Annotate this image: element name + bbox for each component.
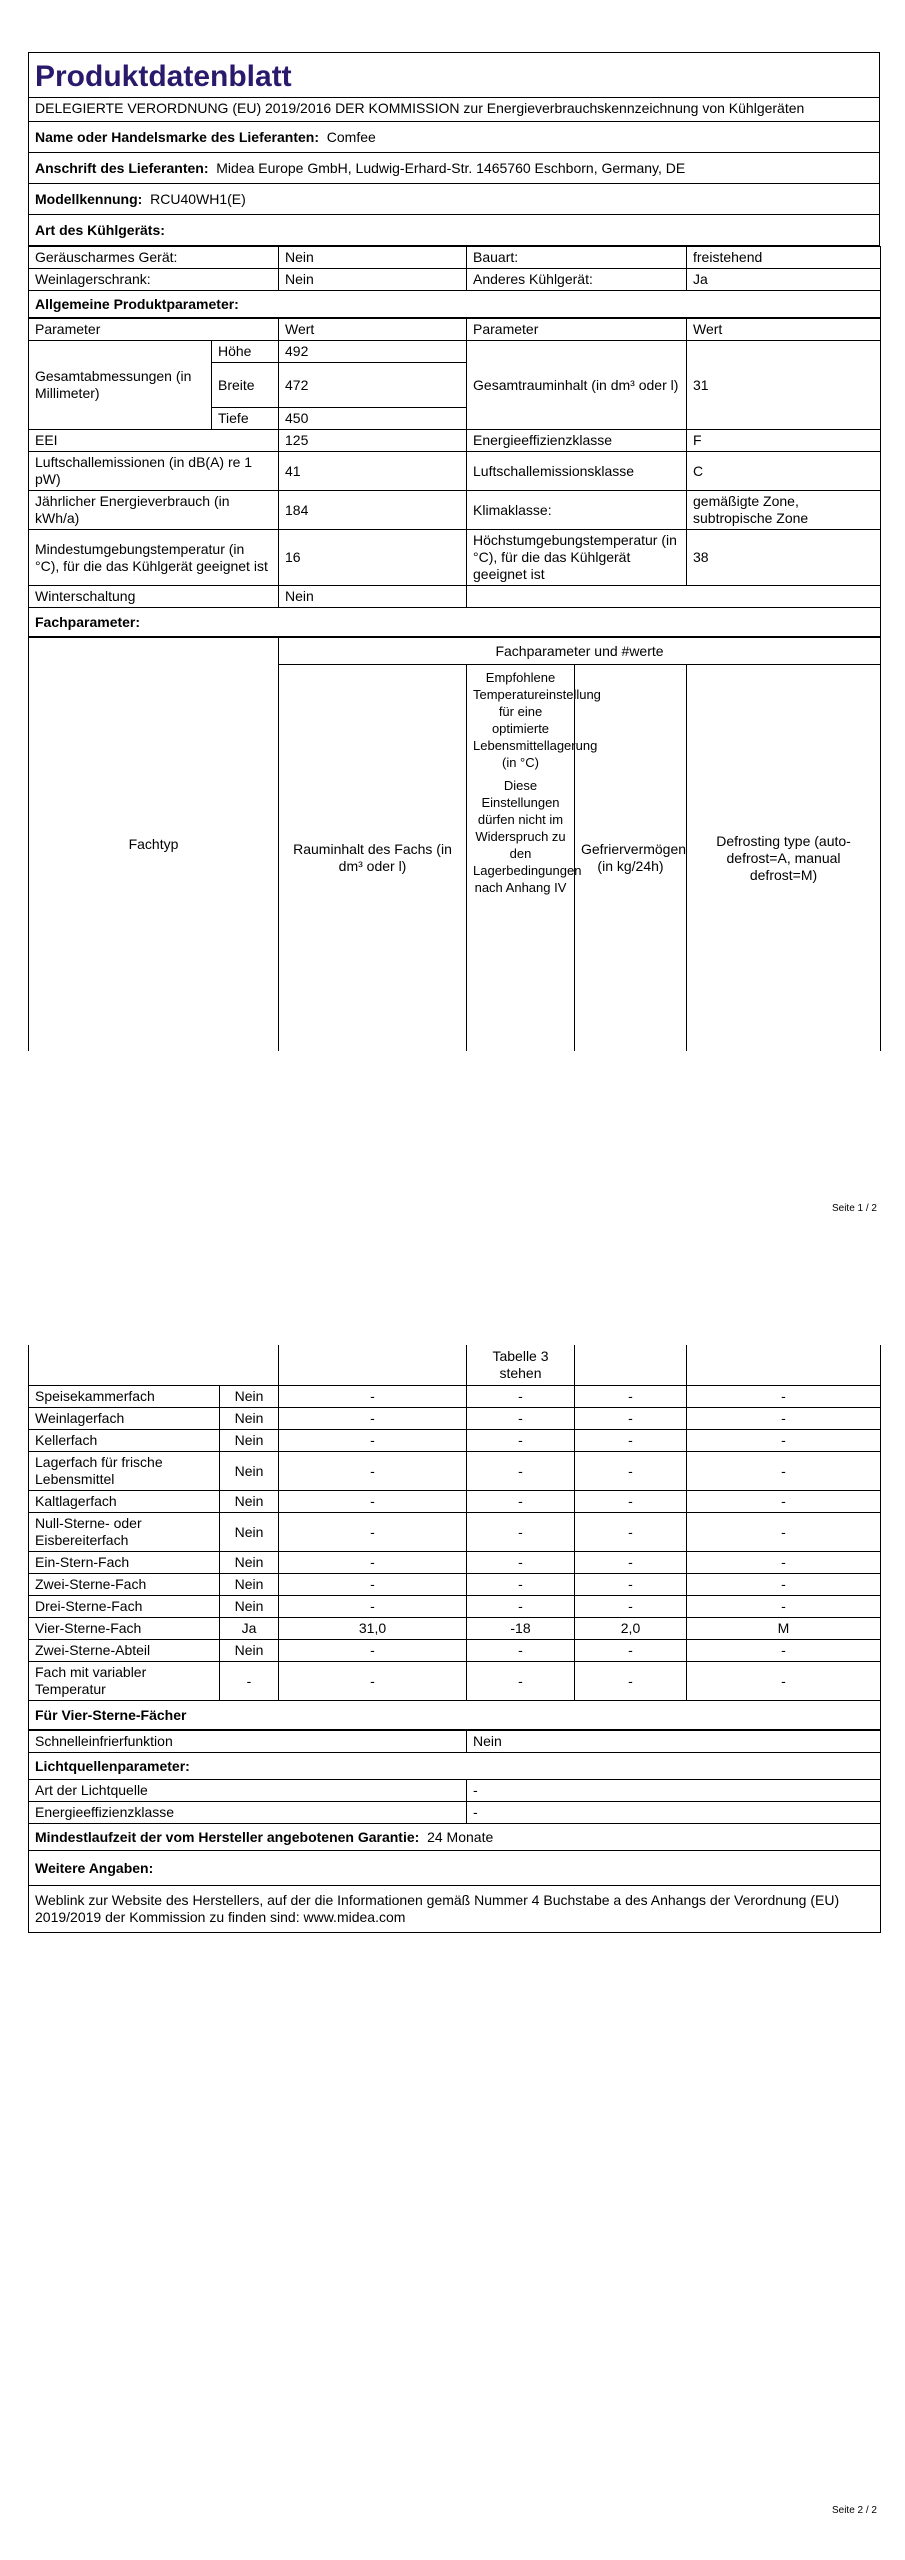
four-star-table <box>28 1730 881 1933</box>
compartment-table <box>28 1345 881 1730</box>
compartment-present: Nein <box>220 1596 279 1618</box>
fast-freeze-value: Nein <box>467 1731 881 1753</box>
temp-column-note-cont: Tabelle 3 stehen <box>467 1345 575 1386</box>
max-temp-value: 38 <box>687 530 881 586</box>
compartment-volume: - <box>279 1386 467 1408</box>
compartment-row <box>29 1430 881 1452</box>
compartment-row <box>29 1618 881 1640</box>
annual-energy-label: Jährlicher Energieverbrauch (in kWh/a) <box>29 491 279 530</box>
compartment-name: Null-Sterne- oder Eisbereiterfach <box>29 1513 220 1552</box>
temp-column-header: Empfohlene Temperatureinstellung für eine optimierte Lebensmittellagerung (in °C) <box>473 670 601 770</box>
winter-mode-label: Winterschaltung <box>29 586 279 608</box>
wine-cabinet-label: Weinlagerschrank: <box>29 269 279 291</box>
compartment-temp: - <box>467 1452 575 1491</box>
supplier-value: Comfee <box>326 128 376 145</box>
compartment-volume: - <box>279 1491 467 1513</box>
compartment-volume: - <box>279 1574 467 1596</box>
eei-label: EEI <box>29 430 279 452</box>
compartment-present: Nein <box>220 1386 279 1408</box>
compartment-freeze: - <box>575 1574 687 1596</box>
light-class-label: Energieeffizienzklasse <box>29 1802 467 1824</box>
light-type-label: Art der Lichtquelle <box>29 1780 467 1802</box>
climate-class-value: gemäßigte Zone, subtropische Zone <box>687 491 881 530</box>
eei-value: 125 <box>279 430 467 452</box>
compartment-volume: - <box>279 1513 467 1552</box>
model-value: RCU40WH1(E) <box>150 190 246 207</box>
compartment-defrost: - <box>687 1574 881 1596</box>
empty-cell <box>467 586 881 608</box>
compartment-temp: -18 <box>467 1618 575 1640</box>
more-info-heading: Weitere Angaben: <box>29 1851 881 1886</box>
compartment-row <box>29 1662 881 1701</box>
volume-column-header: Rauminhalt des Fachs (in dm³ oder l) <box>279 665 467 1052</box>
appliance-type-table <box>28 246 881 318</box>
compartment-present: Nein <box>220 1430 279 1452</box>
compartment-row <box>29 1640 881 1662</box>
light-type-value: - <box>467 1780 881 1802</box>
low-noise-value: Nein <box>279 247 467 269</box>
dimensions-label: Gesamtabmessungen (in Millimeter) <box>29 341 212 430</box>
winter-mode-value: Nein <box>279 586 467 608</box>
general-params-table <box>28 318 881 637</box>
compartment-row <box>29 1596 881 1618</box>
annual-energy-value: 184 <box>279 491 467 530</box>
wine-cabinet-value: Nein <box>279 269 467 291</box>
compartment-volume: - <box>279 1640 467 1662</box>
compartment-header-table <box>28 637 881 1051</box>
compartment-volume: - <box>279 1596 467 1618</box>
compartment-freeze: - <box>575 1430 687 1452</box>
compartment-temp: - <box>467 1640 575 1662</box>
noise-class-value: C <box>687 452 881 491</box>
compartment-volume: - <box>279 1552 467 1574</box>
design-value: freistehend <box>687 247 881 269</box>
page-1 <box>28 52 880 1051</box>
compartment-name: Zwei-Sterne-Fach <box>29 1574 220 1596</box>
compartment-row <box>29 1552 881 1574</box>
page-2 <box>28 1345 880 1933</box>
compartment-defrost: - <box>687 1452 881 1491</box>
compartment-freeze: - <box>575 1491 687 1513</box>
total-volume-label: Gesamtrauminhalt (in dm³ oder l) <box>467 341 687 430</box>
compartment-freeze: - <box>575 1552 687 1574</box>
width-label: Breite <box>212 363 279 408</box>
compartment-temp: - <box>467 1408 575 1430</box>
fast-freeze-label: Schnelleinfrierfunktion <box>29 1731 467 1753</box>
compartment-freeze: - <box>575 1596 687 1618</box>
compartment-defrost: - <box>687 1491 881 1513</box>
depth-label: Tiefe <box>212 408 279 430</box>
climate-class-label: Klimaklasse: <box>467 491 687 530</box>
energy-class-label: Energieeffizienzklasse <box>467 430 687 452</box>
four-star-heading: Für Vier-Sterne-Fächer <box>29 1701 881 1730</box>
compartment-defrost: - <box>687 1408 881 1430</box>
page-title: Produktdatenblatt <box>29 53 880 98</box>
total-volume-value: 31 <box>687 341 881 430</box>
compartment-defrost: - <box>687 1596 881 1618</box>
compartment-freeze: - <box>575 1662 687 1701</box>
compartment-volume: - <box>279 1452 467 1491</box>
address-value: Midea Europe GmbH, Ludwig-Erhard-Str. 1465760 Eschborn, Germany, DE <box>216 159 686 176</box>
compartment-freeze: 2,0 <box>575 1618 687 1640</box>
compartment-row <box>29 1574 881 1596</box>
compartment-name: Lagerfach für frische Lebensmittel <box>29 1452 220 1491</box>
appliance-type-heading: Art des Kühlgeräts: <box>29 215 880 246</box>
compartment-freeze: - <box>575 1386 687 1408</box>
temp-column-note: Diese Einstellungen dürfen nicht im Widerspruch zu den Lagerbedingungen nach Anhang IV <box>473 778 582 895</box>
width-value: 472 <box>279 363 467 408</box>
noise-class-label: Luftschallemissionsklasse <box>467 452 687 491</box>
freeze-column-header: Gefriervermögen (in kg/24h) <box>575 665 687 1052</box>
compartment-name: Speisekammerfach <box>29 1386 220 1408</box>
supplier-label: Name oder Handelsmarke des Lieferanten: <box>35 128 319 145</box>
compartment-params-heading: Fachparameter: <box>29 608 881 637</box>
compartment-temp: - <box>467 1491 575 1513</box>
energy-class-value: F <box>687 430 881 452</box>
value-header: Wert <box>279 319 467 341</box>
param-header: Parameter <box>29 319 279 341</box>
compartment-row <box>29 1513 881 1552</box>
compartment-row <box>29 1452 881 1491</box>
compartment-volume: 31,0 <box>279 1618 467 1640</box>
compartment-name: Drei-Sterne-Fach <box>29 1596 220 1618</box>
compartment-name: Zwei-Sterne-Abteil <box>29 1640 220 1662</box>
compartment-present: Nein <box>220 1574 279 1596</box>
light-class-value: - <box>467 1802 881 1824</box>
compartment-temp: - <box>467 1552 575 1574</box>
empty-cell <box>687 1345 881 1386</box>
compartment-defrost: - <box>687 1552 881 1574</box>
more-info-text: Weblink zur Website des Herstellers, auf der die Informationen gemäß Nummer 4 Buchstabe a des Anhangs der Verordnung (EU) 2019/2019 der Kommission zu finden sind: www.midea.com <box>29 1886 881 1933</box>
compartment-temp: - <box>467 1662 575 1701</box>
compartment-defrost: - <box>687 1386 881 1408</box>
compartment-params-header: Fachparameter und #werte <box>279 638 881 665</box>
compartment-freeze: - <box>575 1640 687 1662</box>
noise-value: 41 <box>279 452 467 491</box>
compartment-present: Nein <box>220 1491 279 1513</box>
compartment-name: Kellerfach <box>29 1430 220 1452</box>
compartment-defrost: - <box>687 1430 881 1452</box>
empty-cell <box>575 1345 687 1386</box>
light-source-heading: Lichtquellenparameter: <box>29 1753 881 1780</box>
compartment-volume: - <box>279 1408 467 1430</box>
empty-cell <box>279 1345 467 1386</box>
other-appliance-label: Anderes Kühlgerät: <box>467 269 687 291</box>
compartment-present: Nein <box>220 1408 279 1430</box>
compartment-temp: - <box>467 1430 575 1452</box>
low-noise-label: Geräuscharmes Gerät: <box>29 247 279 269</box>
design-label: Bauart: <box>467 247 687 269</box>
compartment-temp: - <box>467 1596 575 1618</box>
warranty-label: Mindestlaufzeit der vom Hersteller angebotenen Garantie: <box>35 1828 420 1845</box>
compartment-name: Fach mit variabler Temperatur <box>29 1662 220 1701</box>
max-temp-label: Höchstumgebungstemperatur (in °C), für die das Kühlgerät geeignet ist <box>467 530 687 586</box>
empty-cell <box>29 1345 279 1386</box>
compartment-defrost: - <box>687 1662 881 1701</box>
address-label: Anschrift des Lieferanten: <box>35 159 209 176</box>
min-temp-value: 16 <box>279 530 467 586</box>
compartment-defrost: - <box>687 1640 881 1662</box>
other-appliance-value: Ja <box>687 269 881 291</box>
compartment-present: - <box>220 1662 279 1701</box>
compartment-volume: - <box>279 1662 467 1701</box>
compartment-freeze: - <box>575 1408 687 1430</box>
noise-label: Luftschallemissionen (in dB(A) re 1 pW) <box>29 452 279 491</box>
compartment-name: Vier-Sterne-Fach <box>29 1618 220 1640</box>
compartment-row <box>29 1491 881 1513</box>
height-label: Höhe <box>212 341 279 363</box>
model-label: Modellkennung: <box>35 190 143 207</box>
param-header-2: Parameter <box>467 319 687 341</box>
regulation-subtitle: DELEGIERTE VERORDNUNG (EU) 2019/2016 DER KOMMISSION zur Energieverbrauchskennzeichnung von Kühlgeräten <box>29 98 880 122</box>
general-params-heading: Allgemeine Produktparameter: <box>29 291 881 318</box>
compartment-freeze: - <box>575 1452 687 1491</box>
compartment-temp: - <box>467 1386 575 1408</box>
height-value: 492 <box>279 341 467 363</box>
depth-value: 450 <box>279 408 467 430</box>
page-number-2: Seite 2 / 2 <box>831 2505 877 2516</box>
compartment-type-header: Fachtyp <box>29 638 279 1052</box>
compartment-name: Kaltlagerfach <box>29 1491 220 1513</box>
compartment-row <box>29 1386 881 1408</box>
compartment-volume: - <box>279 1430 467 1452</box>
defrost-column-header: Defrosting type (auto-defrost=A, manual defrost=M) <box>687 665 881 1052</box>
compartment-present: Nein <box>220 1452 279 1491</box>
compartment-present: Nein <box>220 1640 279 1662</box>
compartment-defrost: - <box>687 1513 881 1552</box>
compartment-temp: - <box>467 1513 575 1552</box>
compartment-defrost: M <box>687 1618 881 1640</box>
compartment-present: Nein <box>220 1513 279 1552</box>
min-temp-label: Mindestumgebungstemperatur (in °C), für die das Kühlgerät geeignet ist <box>29 530 279 586</box>
compartment-temp: - <box>467 1574 575 1596</box>
compartment-name: Weinlagerfach <box>29 1408 220 1430</box>
value-header-2: Wert <box>687 319 881 341</box>
compartment-name: Ein-Stern-Fach <box>29 1552 220 1574</box>
compartment-row <box>29 1408 881 1430</box>
page-number-1: Seite 1 / 2 <box>831 1203 877 1214</box>
compartment-freeze: - <box>575 1513 687 1552</box>
warranty-value: 24 Monate <box>427 1828 494 1845</box>
compartment-present: Ja <box>220 1618 279 1640</box>
compartment-present: Nein <box>220 1552 279 1574</box>
datasheet-header <box>28 52 880 246</box>
